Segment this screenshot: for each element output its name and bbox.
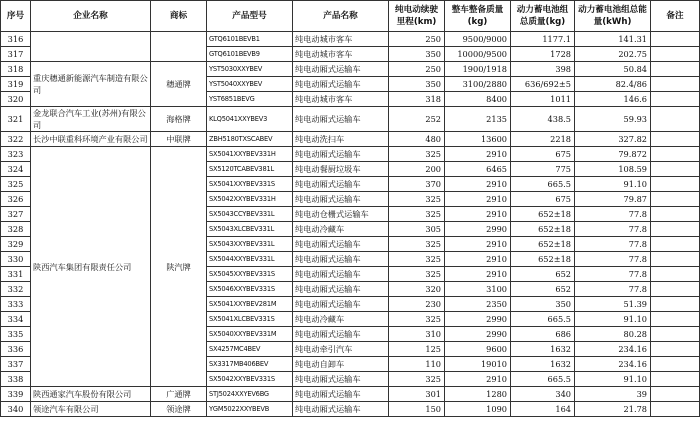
cell-note bbox=[651, 192, 700, 207]
cell-product-name: 纯电动城市客车 bbox=[293, 47, 389, 62]
cell-seq: 317 bbox=[1, 47, 31, 62]
cell-mass: 2135 bbox=[445, 107, 511, 132]
cell-product-name: 纯电动仓栅式运输车 bbox=[293, 207, 389, 222]
header-company: 企业名称 bbox=[31, 1, 151, 32]
cell-mass: 9600 bbox=[445, 342, 511, 357]
cell-range: 325 bbox=[389, 252, 445, 267]
cell-seq: 325 bbox=[1, 177, 31, 192]
cell-note bbox=[651, 252, 700, 267]
cell-range: 230 bbox=[389, 297, 445, 312]
cell-battery-energy: 91.10 bbox=[575, 372, 651, 387]
cell-battery-mass: 686 bbox=[511, 327, 575, 342]
cell-battery-energy: 234.16 bbox=[575, 357, 651, 372]
cell-mass: 10000/9500 bbox=[445, 47, 511, 62]
cell-battery-mass: 1177.1 bbox=[511, 32, 575, 47]
cell-battery-energy: 108.59 bbox=[575, 162, 651, 177]
cell-model: SX5043XXYBEV331L bbox=[207, 237, 293, 252]
cell-battery-energy: 146.6 bbox=[575, 92, 651, 107]
cell-model: SX5046XXYBEV331S bbox=[207, 282, 293, 297]
cell-battery-energy: 327.82 bbox=[575, 132, 651, 147]
cell-note bbox=[651, 147, 700, 162]
cell-mass: 1900/1918 bbox=[445, 62, 511, 77]
cell-seq: 320 bbox=[1, 92, 31, 107]
cell-product-name: 纯电动厢式运输车 bbox=[293, 147, 389, 162]
cell-mass: 2910 bbox=[445, 177, 511, 192]
header-battery-mass: 动力蓄电池组总质量(kg) bbox=[511, 1, 575, 32]
cell-battery-mass: 652±18 bbox=[511, 222, 575, 237]
cell-note bbox=[651, 297, 700, 312]
cell-battery-mass: 438.5 bbox=[511, 107, 575, 132]
cell-range: 325 bbox=[389, 147, 445, 162]
cell-seq: 330 bbox=[1, 252, 31, 267]
cell-range: 200 bbox=[389, 162, 445, 177]
cell-model: SX5041XLCBEV331S bbox=[207, 312, 293, 327]
cell-note bbox=[651, 77, 700, 92]
cell-battery-mass: 775 bbox=[511, 162, 575, 177]
cell-battery-mass: 350 bbox=[511, 297, 575, 312]
cell-note bbox=[651, 312, 700, 327]
cell-seq: 331 bbox=[1, 267, 31, 282]
cell-battery-mass: 652±18 bbox=[511, 252, 575, 267]
cell-seq: 335 bbox=[1, 327, 31, 342]
cell-mass: 8400 bbox=[445, 92, 511, 107]
cell-battery-mass: 2218 bbox=[511, 132, 575, 147]
cell-note bbox=[651, 342, 700, 357]
cell-company bbox=[31, 32, 151, 62]
cell-brand: 海格牌 bbox=[151, 107, 207, 132]
cell-model: YST5040XXYBEV bbox=[207, 77, 293, 92]
cell-product-name: 纯电动城市客车 bbox=[293, 92, 389, 107]
cell-note bbox=[651, 47, 700, 62]
cell-mass: 6465 bbox=[445, 162, 511, 177]
cell-mass: 2990 bbox=[445, 327, 511, 342]
cell-battery-energy: 77.8 bbox=[575, 267, 651, 282]
cell-product-name: 纯电动厢式运输车 bbox=[293, 237, 389, 252]
cell-seq: 340 bbox=[1, 402, 31, 417]
cell-model: SX5041XXYBEV331H bbox=[207, 147, 293, 162]
cell-mass: 3100/2880 bbox=[445, 77, 511, 92]
cell-brand: 领途牌 bbox=[151, 402, 207, 417]
cell-battery-mass: 665.5 bbox=[511, 312, 575, 327]
cell-seq: 322 bbox=[1, 132, 31, 147]
cell-seq: 321 bbox=[1, 107, 31, 132]
cell-brand: 陕汽牌 bbox=[151, 147, 207, 387]
cell-note bbox=[651, 282, 700, 297]
cell-battery-energy: 141.31 bbox=[575, 32, 651, 47]
cell-range: 350 bbox=[389, 47, 445, 62]
header-note: 备注 bbox=[651, 1, 700, 32]
cell-range: 250 bbox=[389, 32, 445, 47]
cell-mass: 2910 bbox=[445, 237, 511, 252]
cell-battery-energy: 77.8 bbox=[575, 207, 651, 222]
cell-brand: 穗通牌 bbox=[151, 62, 207, 107]
cell-note bbox=[651, 107, 700, 132]
cell-range: 318 bbox=[389, 92, 445, 107]
cell-product-name: 纯电动厢式运输车 bbox=[293, 77, 389, 92]
table-body bbox=[1, 32, 700, 417]
cell-seq: 329 bbox=[1, 237, 31, 252]
cell-seq: 332 bbox=[1, 282, 31, 297]
cell-model: SX3317MB406BEV bbox=[207, 357, 293, 372]
cell-product-name: 纯电动厢式运输车 bbox=[293, 62, 389, 77]
cell-range: 125 bbox=[389, 342, 445, 357]
header-row bbox=[1, 1, 700, 32]
header-name: 产品名称 bbox=[293, 1, 389, 32]
cell-battery-mass: 164 bbox=[511, 402, 575, 417]
cell-range: 350 bbox=[389, 77, 445, 92]
cell-product-name: 纯电动厢式运输车 bbox=[293, 297, 389, 312]
cell-battery-mass: 652±18 bbox=[511, 237, 575, 252]
cell-brand bbox=[151, 32, 207, 62]
cell-range: 370 bbox=[389, 177, 445, 192]
cell-model: SX5042XXYBEV331H bbox=[207, 192, 293, 207]
cell-product-name: 纯电动厢式运输车 bbox=[293, 402, 389, 417]
cell-mass: 1090 bbox=[445, 402, 511, 417]
cell-note bbox=[651, 92, 700, 107]
cell-battery-energy: 234.16 bbox=[575, 342, 651, 357]
cell-battery-energy: 91.10 bbox=[575, 312, 651, 327]
cell-battery-energy: 77.8 bbox=[575, 222, 651, 237]
cell-model: YGM5022XXYBEVB bbox=[207, 402, 293, 417]
cell-product-name: 纯电动冷藏车 bbox=[293, 312, 389, 327]
cell-product-name: 纯电动厢式运输车 bbox=[293, 177, 389, 192]
cell-battery-energy: 79.872 bbox=[575, 147, 651, 162]
cell-product-name: 纯电动厢式运输车 bbox=[293, 252, 389, 267]
cell-battery-mass: 652±18 bbox=[511, 207, 575, 222]
cell-battery-energy: 202.75 bbox=[575, 47, 651, 62]
cell-product-name: 纯电动厢式运输车 bbox=[293, 327, 389, 342]
cell-seq: 334 bbox=[1, 312, 31, 327]
cell-brand: 广通牌 bbox=[151, 387, 207, 402]
cell-product-name: 纯电动厢式运输车 bbox=[293, 387, 389, 402]
table-row bbox=[1, 387, 700, 402]
cell-battery-mass: 652 bbox=[511, 267, 575, 282]
cell-range: 252 bbox=[389, 107, 445, 132]
cell-company: 陕西通家汽车股份有限公司 bbox=[31, 387, 151, 402]
cell-note bbox=[651, 357, 700, 372]
cell-mass: 2990 bbox=[445, 222, 511, 237]
cell-note bbox=[651, 327, 700, 342]
cell-model: YST6851BEVG bbox=[207, 92, 293, 107]
cell-seq: 339 bbox=[1, 387, 31, 402]
cell-mass: 1280 bbox=[445, 387, 511, 402]
cell-range: 320 bbox=[389, 282, 445, 297]
cell-brand: 中联牌 bbox=[151, 132, 207, 147]
cell-note bbox=[651, 387, 700, 402]
cell-model: SX5120TCABEV381L bbox=[207, 162, 293, 177]
header-range: 纯电动续驶里程(km) bbox=[389, 1, 445, 32]
cell-battery-energy: 80.28 bbox=[575, 327, 651, 342]
cell-product-name: 纯电动厢式运输车 bbox=[293, 282, 389, 297]
cell-company: 陕西汽车集团有限责任公司 bbox=[31, 147, 151, 387]
cell-product-name: 纯电动厢式运输车 bbox=[293, 192, 389, 207]
cell-company: 长沙中联重科环境产业有限公司 bbox=[31, 132, 151, 147]
cell-battery-energy: 21.78 bbox=[575, 402, 651, 417]
cell-range: 301 bbox=[389, 387, 445, 402]
header-mass: 整车整备质量(kg) bbox=[445, 1, 511, 32]
cell-seq: 327 bbox=[1, 207, 31, 222]
header-model: 产品型号 bbox=[207, 1, 293, 32]
cell-product-name: 纯电动厢式运输车 bbox=[293, 267, 389, 282]
cell-battery-energy: 59.93 bbox=[575, 107, 651, 132]
cell-seq: 324 bbox=[1, 162, 31, 177]
cell-seq: 337 bbox=[1, 357, 31, 372]
cell-range: 250 bbox=[389, 62, 445, 77]
cell-note bbox=[651, 62, 700, 77]
header-battery-energy: 动力蓄电池组总能量(kWh) bbox=[575, 1, 651, 32]
cell-battery-mass: 398 bbox=[511, 62, 575, 77]
cell-note bbox=[651, 177, 700, 192]
cell-note bbox=[651, 222, 700, 237]
cell-product-name: 纯电动冷藏车 bbox=[293, 222, 389, 237]
table-row bbox=[1, 402, 700, 417]
cell-mass: 2910 bbox=[445, 192, 511, 207]
cell-mass: 2990 bbox=[445, 312, 511, 327]
cell-range: 325 bbox=[389, 372, 445, 387]
cell-model: GTQ6101BEVB1 bbox=[207, 32, 293, 47]
cell-range: 325 bbox=[389, 267, 445, 282]
cell-battery-energy: 79.87 bbox=[575, 192, 651, 207]
cell-note bbox=[651, 372, 700, 387]
cell-company: 金龙联合汽车工业(苏州)有限公司 bbox=[31, 107, 151, 132]
cell-battery-mass: 1632 bbox=[511, 342, 575, 357]
cell-model: SX5041XXYBEV331S bbox=[207, 177, 293, 192]
cell-model: SX5042XXYBEV331S bbox=[207, 372, 293, 387]
cell-battery-energy: 82.4/86 bbox=[575, 77, 651, 92]
cell-battery-energy: 51.39 bbox=[575, 297, 651, 312]
cell-company: 领途汽车有限公司 bbox=[31, 402, 151, 417]
cell-mass: 2910 bbox=[445, 252, 511, 267]
cell-mass: 2350 bbox=[445, 297, 511, 312]
cell-seq: 326 bbox=[1, 192, 31, 207]
cell-note bbox=[651, 267, 700, 282]
cell-range: 480 bbox=[389, 132, 445, 147]
cell-battery-energy: 39 bbox=[575, 387, 651, 402]
table-row bbox=[1, 32, 700, 47]
cell-model: SX5043XLCBEV331L bbox=[207, 222, 293, 237]
cell-product-name: 纯电动厢式运输车 bbox=[293, 107, 389, 132]
cell-model: SX4257MC4BEV bbox=[207, 342, 293, 357]
cell-model: SX5045XXYBEV331S bbox=[207, 267, 293, 282]
header-brand: 商标 bbox=[151, 1, 207, 32]
cell-note bbox=[651, 162, 700, 177]
cell-range: 325 bbox=[389, 312, 445, 327]
cell-model: SX5044XXYBEV331L bbox=[207, 252, 293, 267]
cell-mass: 2910 bbox=[445, 372, 511, 387]
cell-product-name: 纯电动餐厨垃圾车 bbox=[293, 162, 389, 177]
cell-model: KLQ5041XXYBEV3 bbox=[207, 107, 293, 132]
cell-product-name: 纯电动牵引汽车 bbox=[293, 342, 389, 357]
cell-battery-mass: 675 bbox=[511, 147, 575, 162]
cell-model: YST5030XXYBEV bbox=[207, 62, 293, 77]
cell-seq: 323 bbox=[1, 147, 31, 162]
cell-mass: 2910 bbox=[445, 207, 511, 222]
cell-product-name: 纯电动城市客车 bbox=[293, 32, 389, 47]
cell-range: 325 bbox=[389, 207, 445, 222]
header-seq: 序号 bbox=[1, 1, 31, 32]
cell-note bbox=[651, 132, 700, 147]
cell-model: ZBH5180TXSCABEV bbox=[207, 132, 293, 147]
cell-battery-mass: 1011 bbox=[511, 92, 575, 107]
cell-product-name: 纯电动厢式运输车 bbox=[293, 372, 389, 387]
cell-battery-mass: 636/692±5 bbox=[511, 77, 575, 92]
cell-battery-energy: 77.8 bbox=[575, 237, 651, 252]
cell-range: 305 bbox=[389, 222, 445, 237]
cell-company: 重庆穗通新能源汽车制造有限公司 bbox=[31, 62, 151, 107]
cell-range: 325 bbox=[389, 237, 445, 252]
cell-seq: 336 bbox=[1, 342, 31, 357]
cell-range: 325 bbox=[389, 192, 445, 207]
cell-model: STJ5024XXYEV6BG bbox=[207, 387, 293, 402]
cell-mass: 9500/9000 bbox=[445, 32, 511, 47]
cell-battery-mass: 652 bbox=[511, 282, 575, 297]
cell-battery-mass: 340 bbox=[511, 387, 575, 402]
cell-battery-mass: 665.5 bbox=[511, 177, 575, 192]
cell-range: 310 bbox=[389, 327, 445, 342]
cell-mass: 2910 bbox=[445, 147, 511, 162]
cell-battery-mass: 1632 bbox=[511, 357, 575, 372]
cell-note bbox=[651, 402, 700, 417]
table-row bbox=[1, 107, 700, 132]
cell-product-name: 纯电动自卸车 bbox=[293, 357, 389, 372]
cell-model: SX5041XXYBEV281M bbox=[207, 297, 293, 312]
cell-battery-energy: 77.8 bbox=[575, 282, 651, 297]
cell-battery-mass: 675 bbox=[511, 192, 575, 207]
cell-seq: 316 bbox=[1, 32, 31, 47]
cell-note bbox=[651, 237, 700, 252]
table-row bbox=[1, 147, 700, 162]
cell-battery-mass: 1728 bbox=[511, 47, 575, 62]
cell-battery-energy: 77.8 bbox=[575, 252, 651, 267]
cell-mass: 3100 bbox=[445, 282, 511, 297]
cell-mass: 2910 bbox=[445, 267, 511, 282]
cell-model: GTQ6101BEVB9 bbox=[207, 47, 293, 62]
cell-battery-mass: 665.5 bbox=[511, 372, 575, 387]
cell-note bbox=[651, 32, 700, 47]
table-row bbox=[1, 62, 700, 77]
cell-product-name: 纯电动洗扫车 bbox=[293, 132, 389, 147]
cell-battery-energy: 50.84 bbox=[575, 62, 651, 77]
cell-model: SX5040XXYBEV331M bbox=[207, 327, 293, 342]
cell-mass: 13600 bbox=[445, 132, 511, 147]
table-row bbox=[1, 132, 700, 147]
cell-range: 110 bbox=[389, 357, 445, 372]
cell-battery-energy: 91.10 bbox=[575, 177, 651, 192]
cell-seq: 338 bbox=[1, 372, 31, 387]
cell-seq: 318 bbox=[1, 62, 31, 77]
cell-seq: 319 bbox=[1, 77, 31, 92]
cell-model: SX5043CCYBEV331L bbox=[207, 207, 293, 222]
cell-seq: 333 bbox=[1, 297, 31, 312]
cell-note bbox=[651, 207, 700, 222]
cell-range: 150 bbox=[389, 402, 445, 417]
cell-seq: 328 bbox=[1, 222, 31, 237]
cell-mass: 19010 bbox=[445, 357, 511, 372]
